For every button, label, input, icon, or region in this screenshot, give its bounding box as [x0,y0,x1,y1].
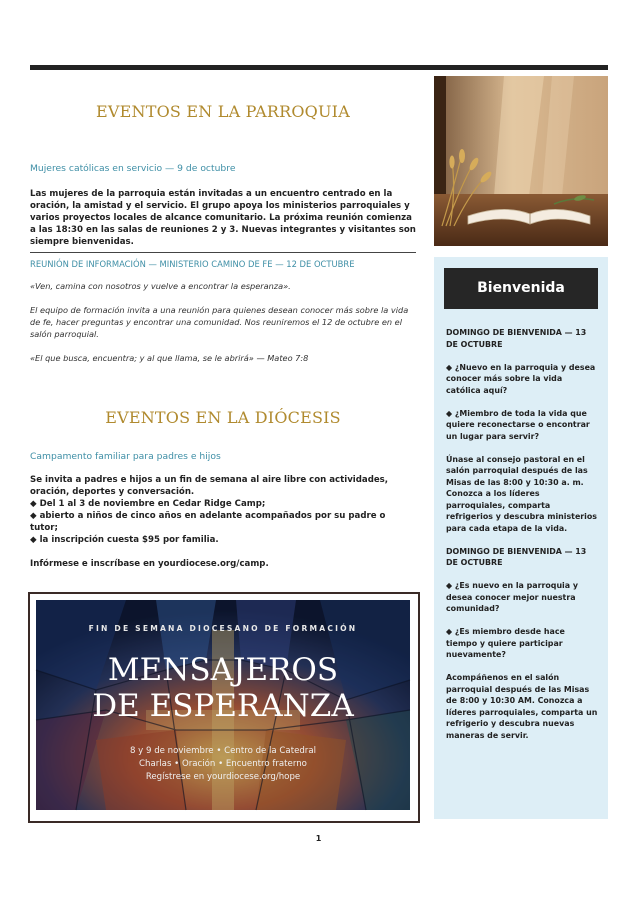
welcome-question-member-2: ◆ ¿Es miembro desde hace tiempo y quiere participar nuevamente? [446,627,565,659]
section-divider [30,252,416,253]
camp-bullet-ages: ◆ abierto a niños de cinco años en adelante acompañados por su padre o tutor; [30,511,386,533]
camp-details [30,474,416,569]
banner-title [36,652,410,724]
camp-bullet-cost: ◆ la inscripción cuesta $95 por familia. [30,535,219,545]
hope-banner [36,600,410,810]
welcome-question-new: ◆ ¿Nuevo en la parroquia y desea conocer más sobre la vida católica aquí? [446,362,596,395]
camp-intro: Se invita a padres e hijos a un fin de semana al aire libre con actividades, oración, deportes y conversación. [30,475,389,497]
info-verse: «El que busca, encuentra; y al que llama, se le abrirá» — Mateo 7:8 [30,353,309,363]
bible-wheat-photo [434,76,608,246]
welcome-sunday-header: DOMINGO DE BIENVENIDA — 13 DE OCTUBRE [446,328,587,349]
page-number: 1 [315,834,322,843]
banner-registration: Regístrese en yourdiocese.org/hope [145,772,301,782]
banner-kicker: FIN DE SEMANA DIOCESANO DE FORMACIÓN [88,624,358,633]
banner-activities: Charlas • Oración • Encuentro fraterno [139,759,307,769]
welcome-text [446,327,598,753]
welcome-invite-2: Acompáñenos en el salón parroquial después de las Misas de 8:00 y 10:30 AM. Conozca a líderes parroquiales, comparta un refrigerio y descubra nuevas maneras de servir. [446,673,598,740]
welcome-question-new-2: ◆ ¿Es nuevo en la parroquia y desea conocer mejor nuestra comunidad? [446,581,578,613]
women-body: Las mujeres de la parroquia están invitadas a un encuentro centrado en la oración, la amistad y el servicio. El grupo apoya los ministerios parroquiales y varios proyectos locales de alcance comunitario. La próxima reunión comienza a las 18:30 en las salas de reuniones 2 y 3. Nuevas integrantes y visitantes son siempre bienvenidas. [30,189,416,247]
info-body: El equipo de formación invita a una reunión para quienes desean conocer más sobre la vida de fe, hacer preguntas y encontrar una comunidad. Nos reuniremos el 12 de octubre en el salón parroquial. [30,305,409,339]
welcome-question-member: ◆ ¿Miembro de toda la vida que quiere reconectarse o encontrar un lugar para servir? [446,408,590,441]
camp-bullet-dates: ◆ Del 1 al 3 de noviembre en Cedar Ridge Camp; [30,499,266,509]
camp-subtitle: Campamento familiar para padres e hijos [30,451,221,462]
hope-banner-frame [28,592,420,823]
banner-title-line-1: MENSAJEROS [107,652,339,688]
banner-title-line-2: DE ESPERANZA [92,688,354,724]
main-column [30,70,416,569]
welcome-invite: Únase al consejo pastoral en el salón parroquial después de las Misas de las 8:00 y 10:30 a. m. Conozca a los líderes parroquiales, comparta refrigerios y descubra ministerios para cada etapa de la vida. [446,454,598,533]
diocese-events-title: EVENTOS EN LA DIÓCESIS [105,408,341,427]
welcome-heading: Bienvenida [444,268,598,309]
info-subtitle: REUNIÓN DE INFORMACIÓN — MINISTERIO CAMINO DE FE — 12 DE OCTUBRE [30,259,355,269]
banner-date-location: 8 y 9 de noviembre • Centro de la Catedral [129,746,316,756]
women-subtitle: Mujeres católicas en servicio — 9 de octubre [30,163,236,174]
welcome-sunday-header-2: DOMINGO DE BIENVENIDA — 13 DE OCTUBRE [446,546,587,567]
info-quote: «Ven, camina con nosotros y vuelve a encontrar la esperanza». [30,281,291,291]
welcome-sidebar [434,257,608,819]
parish-events-title: EVENTOS EN LA PARROQUIA [96,102,350,121]
camp-cta: Infórmese e inscríbase en yourdiocese.org/camp. [30,559,269,569]
